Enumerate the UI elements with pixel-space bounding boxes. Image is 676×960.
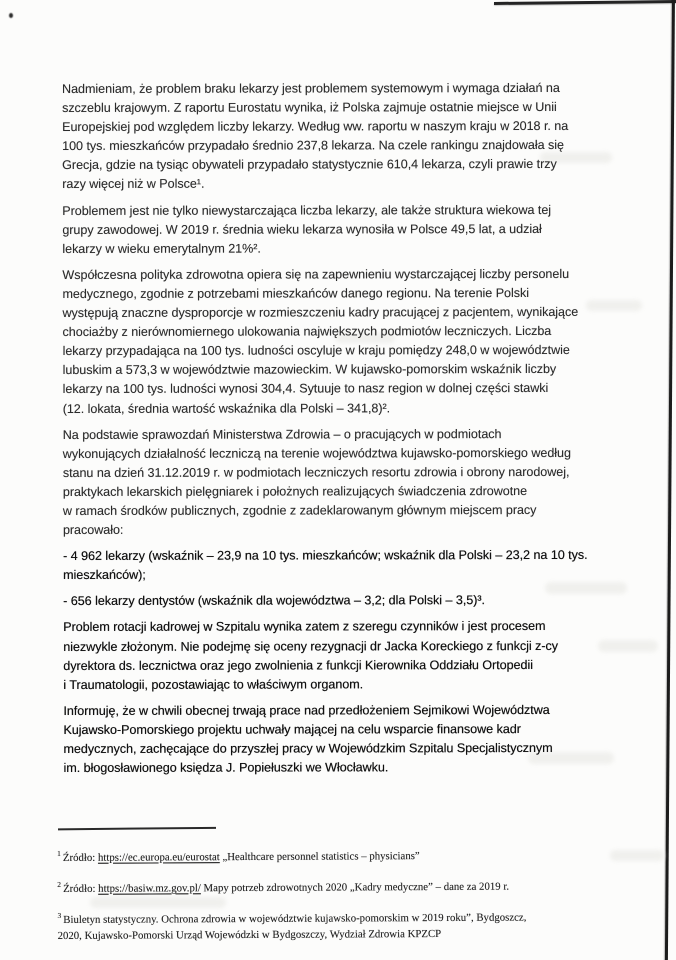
footnote-separator xyxy=(58,827,216,831)
list-item-doctors-count: - 4 962 lekarzy (wskaźnik – 23,9 na 10 tys. mieszkańców; wskaźnik dla Polski – 23,2 na 10 tys. mieszkańców); xyxy=(62,548,588,583)
footnotes-section xyxy=(57,825,636,944)
paragraph-doctor-shortage: Nadmieniam, że problem braku lekarzy jest problemem systemowym i wymaga działań na szczeblu krajowym. Z raportu Eurostatu wynika, iż Polska zajmuje ostatnie miejsce w Unii Europejskiej pod względem liczby lekarzy. Według ww. raportu w naszym kraju w 2018 r. na 100 tys. mieszkańców przypadało średnio 237,8 lekarza. Na czele rankingu znajdowała się Grecja, gdzie na tysiąc obywateli przypadało statystycznie 610,4 lekarza, czyli prawie trzy razy więcej niż w Polsce¹. xyxy=(62,80,569,192)
footnote-marker: 2 xyxy=(57,880,62,890)
paragraph-age-structure: Problemem jest nie tylko niewystarczająca liczba lekarzy, ale także struktura wiekowa tej grupy zawodowej. W 2019 r. średnia wieku lekarza wynosiła w Polsce 49,5 lat, a udział lekarzy w wieku emerytalnym 21%². xyxy=(62,202,552,256)
paragraph-health-policy: Współczesna polityka zdrowotna opiera się na zapewnieniu wystarczającej liczby personelu medycznego, zgodnie z potrzebami mieszkańców danego regionu. Na terenie Polski występują znaczne dysproporcje w rozmieszczeniu kadry pracującej z pacjentem, wynikające chociażby z nierównomiernego ulokowania największych podmiotów leczniczych. Liczba lekarzy przypadająca na 100 tys. ludności oscyluje w kraju pomiędzy 248,0 w województwie lubuskim a 573,3 w województwie mazowieckim. W kujawsko-pomorskim wskaźnik liczby lekarzy na 100 tys. ludności wynosi 304,4. Sytuuje to nasz region w dolnej części stawki (12. lokata, średnia wartość wskaźnika dla Polski – 341,8)². xyxy=(62,266,579,416)
footnote-source-label: Źródło: xyxy=(63,882,99,895)
footnote-url: https://basiw.mz.gov.pl/ xyxy=(98,882,201,895)
footnote-source-label: Źródło: xyxy=(62,851,99,864)
footnote-3 xyxy=(57,894,635,944)
footnote-2 xyxy=(57,863,635,897)
scan-speck xyxy=(9,13,13,18)
footnote-marker: 1 xyxy=(57,848,61,858)
footnote-marker: 3 xyxy=(57,911,62,921)
document-body xyxy=(62,79,663,785)
list-item-dentists-count: - 656 lekarzy dentystów (wskaźnik dla województwa – 3,2; dla Polski – 3,5)³. xyxy=(63,593,485,609)
paragraph-staff-rotation: Problem rotacji kadrowej w Szpitalu wynika zatem z szeregu czynników i jest procesem niezwykle złożonym. Nie podejmę się oceny rezygnacji dr Jacka Koreckiego z funkcji z-cy dyrektora ds. lecznictwa oraz jego zwolnienia z funkcji Kierownika Oddziału Ortopedii i Traumatologii, pozostawiając to właściwym organom. xyxy=(63,619,558,692)
footnote-1 xyxy=(57,832,635,866)
footnote-text: „Healthcare personnel statistics – physicians” xyxy=(219,849,420,863)
scan-edge-top-line xyxy=(494,0,676,5)
scan-edge-right-line xyxy=(665,0,675,960)
paragraph-ministry-reports: Na podstawie sprawozdań Ministerstwa Zdrowia – o pracujących w podmiotach wykonujących działalność leczniczą na terenie województwa kujawsko-pomorskiego według stanu na dzień 31.12.2019 r. w podmiotach leczniczych resortu zdrowia i obrony narodowej, praktykach lekarskich pielęgniarek i położnych realizujących świadczenia zdrowotne w ramach środków publicznych, zgodnie z zadeklarowanym głównym miejscem pracy pracowało: xyxy=(62,426,571,538)
footnote-url: https://ec.europa.eu/eurostat xyxy=(97,850,220,864)
paragraph-resolution-info: Informuję, że w chwili obecnej trwają prace nad przedłożeniem Sejmikowi Województwa Kujawsko-Pomorskiego projektu uchwały mającej na celu wsparcie finansowe kadr medycznych, zachęcające do przyszłej pracy w Wojewódzkim Szpitalu Specjalistycznym im. błogosławionego księdza J. Popiełuszki we Włocławku. xyxy=(63,702,553,776)
footnote-text: Mapy potrzeb zdrowotnych 2020 „Kadry medyczne” – dane za 2019 r. xyxy=(200,880,510,895)
footnote-text: Biuletyn statystyczny. Ochrona zdrowia w województwie kujawsko-pomorskim w 2019 roku”, Bydgoszcz, 2020, Kujawsko-Pomorski Urząd Wojewódzki w Bydgoszczy, Wydział Zdrowia KPZCP xyxy=(57,911,527,942)
